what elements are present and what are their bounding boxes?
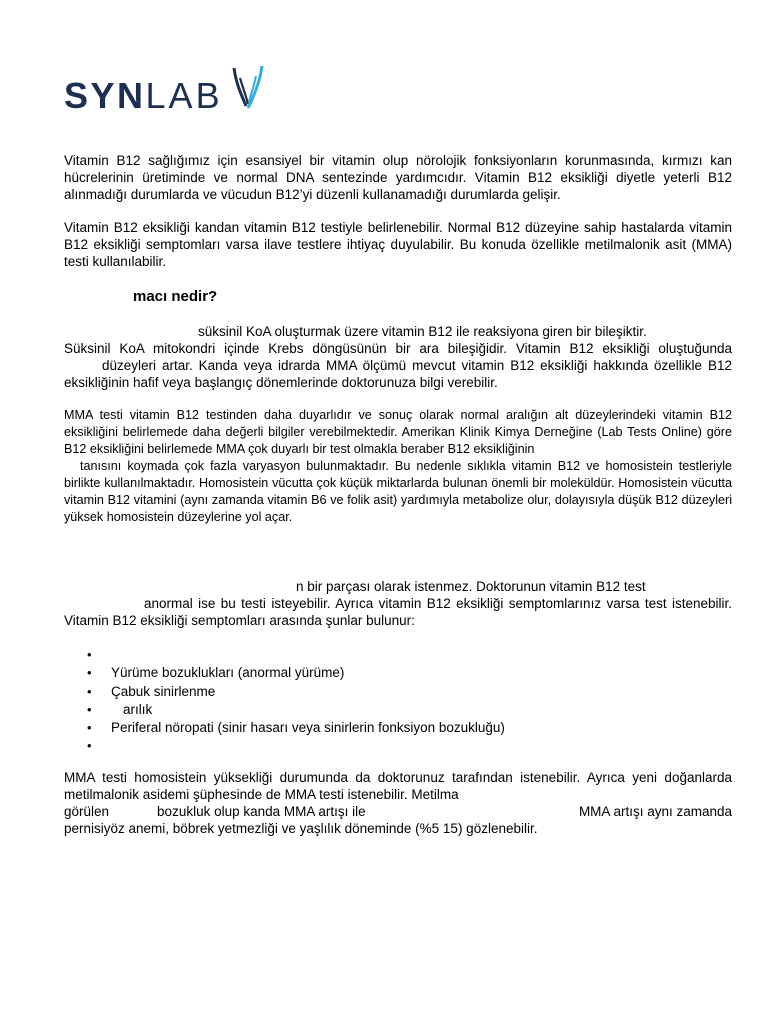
list-item xyxy=(64,646,732,664)
symptom-list xyxy=(64,646,732,756)
p3-line-2: Süksinil KoA mitokondri içinde Krebs döngüsünün bir ara bileşiğidir. Vitamin B12 eksikliği oluştuğunda xyxy=(64,341,732,356)
list-item xyxy=(64,701,732,719)
section-heading: macı nedir? xyxy=(133,288,218,305)
logo-mark-icon xyxy=(232,64,266,112)
p6-part-1: MMA testi homosistein yüksekliği durumunda da doktorunuz tarafından istenebilir. Ayrıca yeni doğanlarda metilmalonik asidemi şüphesinde de MMA testi istenebilir. Metilma xyxy=(64,770,732,802)
paragraph-mma-sensitivity xyxy=(64,407,732,526)
logo-wordmark xyxy=(64,75,223,116)
p3-line-1: süksinil KoA oluşturmak üzere vitamin B12 ile reaksiyona giren bir bileşiktir. xyxy=(198,324,647,339)
list-item-text: arılık xyxy=(123,701,153,717)
p6-part-3: pernisiyöz anemi, böbrek yetmezliği ve yaşlılık döneminde (%5 15) gözlenebilir. xyxy=(64,821,538,836)
paragraph-when-requested xyxy=(64,578,732,629)
paragraph-b12-deficiency: Vitamin B12 eksikliği kandan vitamin B12 testiyle belirlenebilir. Normal B12 düzeyine sahip hastalarda vitamin B12 eksikliği semptomları varsa ilave testlere ihtiyaç duyulabilir. Bu konuda özellikle metilmalonik asit (MMA) testi kullanılabilir. xyxy=(64,220,732,269)
p5-line-1: n bir parçası olarak istenmez. Doktorunun vitamin B12 test xyxy=(296,579,646,594)
paragraph-mma-definition xyxy=(64,323,732,391)
list-item xyxy=(64,737,732,755)
p6-line-gapped xyxy=(64,803,732,820)
list-item: • Periferal nöropati (sinir hasarı veya sinirlerin fonksiyon bozukluğu) xyxy=(64,719,732,737)
p4-part-1: MMA testi vitamin B12 testinden daha duyarlıdır ve sonuç olarak normal aralığın alt düzeylerindeki vitamin B12 eksikliğini belirlemede daha değerli bilgiler verebilmektedir. Amerikan Klinik Kimya Derneğine (Lab Tests Online) göre B12 eksikliğini belirlemede MMA çok duyarlı bir test olmakla beraber B12 eksikliğinin xyxy=(64,408,732,456)
p6-segment-end: MMA artışı aynı zamanda xyxy=(578,804,732,819)
p6-word-gorulen: görülen xyxy=(64,804,110,819)
logo-syn: SYN xyxy=(64,75,146,116)
paragraph-intro: Vitamin B12 sağlığımız için esansiyel bir vitamin olup nörolojik fonksiyonların korunmasında, kırmızı kan hücrelerinin üretiminde ve normal DNA sentezinde yardımcıdır. Vitamin B12 eksikliği diyetle yeterli B12 alınmadığı durumlarda ve vücudun B12’yi düzenli kullanamadığı durumlarda gelişir. xyxy=(64,153,732,202)
synlab-logo xyxy=(64,64,274,116)
list-item: • Çabuk sinirlenme xyxy=(64,683,732,701)
p4-part-2: tanısını koymada çok fazla varyasyon bulunmaktadır. Bu nedenle sıklıkla vitamin B12 ve homosistein testleriyle birlikte kullanılmaktadır. Homosistein vücutta çok küçük miktarlarda bulunan önemli bir moleküldür. Homosistein vücutta vitamin B12 vitamini (aynı zamanda vitamin B6 ve folik asit) yardımıyla metabolize olur, dolayısıyla düşük B12 düzeyleri yüksek homosistein düzeylerine yol açar. xyxy=(64,459,732,524)
p5-line-2: anormal ise bu testi isteyebilir. Ayrıca vitamin B12 eksikliği semptomlarınız varsa test istenebilir. Vitamin B12 eksikliği semptomları arasında şunlar bulunur: xyxy=(64,596,732,628)
paragraph-homocysteine xyxy=(64,769,732,837)
p3-line-3: düzeyleri artar. Kanda veya idrarda MMA ölçümü mevcut vitamin B12 eksikliği hakkında özellikle B12 eksikliğinin hafif veya başlangıç dönemlerinde doktorunuza bilgi verebilir. xyxy=(64,358,732,390)
list-item: • Yürüme bozuklukları (anormal yürüme) xyxy=(64,664,732,682)
logo-lab: LAB xyxy=(145,75,223,116)
p6-segment-mid: bozukluk olup kanda MMA artışı ile xyxy=(157,804,366,819)
